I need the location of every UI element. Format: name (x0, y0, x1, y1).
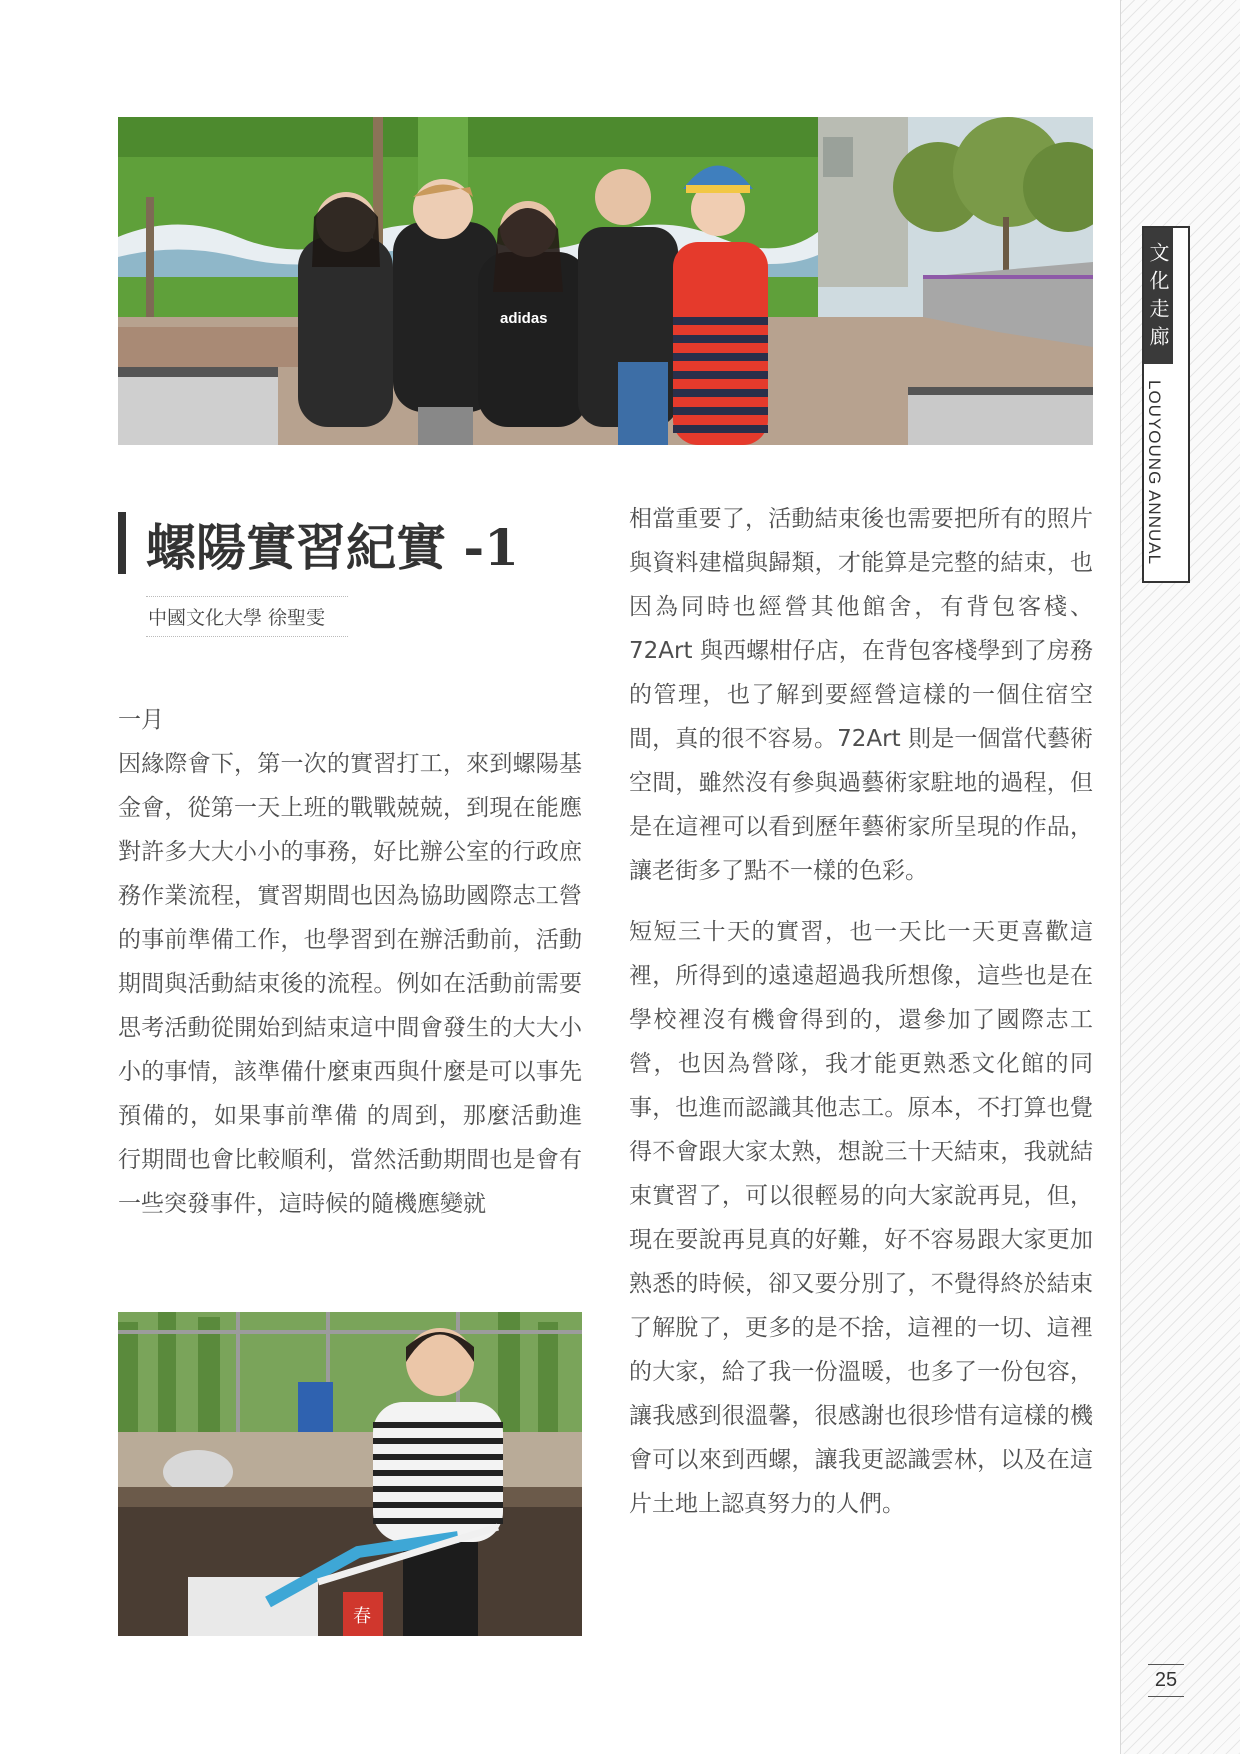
article-title: 螺陽實習紀實 -1 (146, 518, 519, 577)
machine-label: 春 (353, 1606, 371, 1627)
left-text-column (118, 698, 582, 1226)
section-title: 文化走廊 (1144, 228, 1173, 364)
body-paragraph-3: 短短三十天的實習，也一天比一天更喜歡這裡，所得到的遠遠超過我所想像，這些也是在學校裡沒有機會得到的，還參加了國際志工營，也因為營隊，我才能更熟悉文化館的同事，也進而認識其他志工。原本，不打算也覺得不會跟大家太熟，想說三十天結束，我就結束實習了，可以很輕易的向大家說再見，但，現在要說再見真的好難，好不容易跟大家更加熟悉的時候，卻又要分別了，不覺得終於結束了解脫了，更多的是不捨，這裡的一切、這裡的大家，給了我一份溫暖，也多了一份包容，讓我感到很溫馨，很感謝也很珍惜有這樣的機會可以來到西螺，讓我更認識雲林，以及在這片土地上認真努力的人們。 (629, 919, 1093, 1517)
article-author: 中國文化大學 徐聖雯 (146, 596, 348, 637)
group-photo (118, 117, 1093, 445)
magazine-name: LOUYOUNG ANNUAL (1145, 380, 1164, 566)
body-paragraph-2: 相當重要了，活動結束後也需要把所有的照片與資料建檔與歸類，才能算是完整的結束，也因為同時也經營其他館舍，有背包客棧、72Art 與西螺柑仔店，在背包客棧學到了房務的管理，也了解到要經營這樣的一個住宿空間，真的很不容易。72Art 則是一個當代藝術空間，雖然沒有參與過藝術家駐地的過程，但是在這裡可以看到歷年藝術家所呈現的作品，讓老街多了點不一樣的色彩。 (629, 506, 1093, 884)
body-paragraph-1: 因緣際會下，第一次的實習打工，來到螺陽基金會，從第一天上班的戰戰兢兢，到現在能應對許多大大小小的事務，好比辦公室的行政庶務作業流程，實習期間也因為協助國際志工營的事前準備工作，也學習到在辦活動前，活動期間與活動結束後的流程。例如在活動前需要思考活動從開始到結束這中間會發生的大大小小的事情，該準備什麼東西與什麼是可以事先預備的，如果事前準備 的周到，那麼活動進行期間也會比較順利，當然活動期間也是會有一些突發事件，這時候的隨機應變就 (118, 751, 582, 1217)
shirt-text: adidas (500, 310, 548, 327)
right-text-column (629, 497, 1093, 1526)
page-number: 25 (1148, 1664, 1184, 1697)
farming-photo (118, 1312, 582, 1636)
month-heading: 一月 (118, 707, 164, 733)
title-accent-bar (118, 512, 126, 574)
section-tab (1142, 226, 1190, 583)
